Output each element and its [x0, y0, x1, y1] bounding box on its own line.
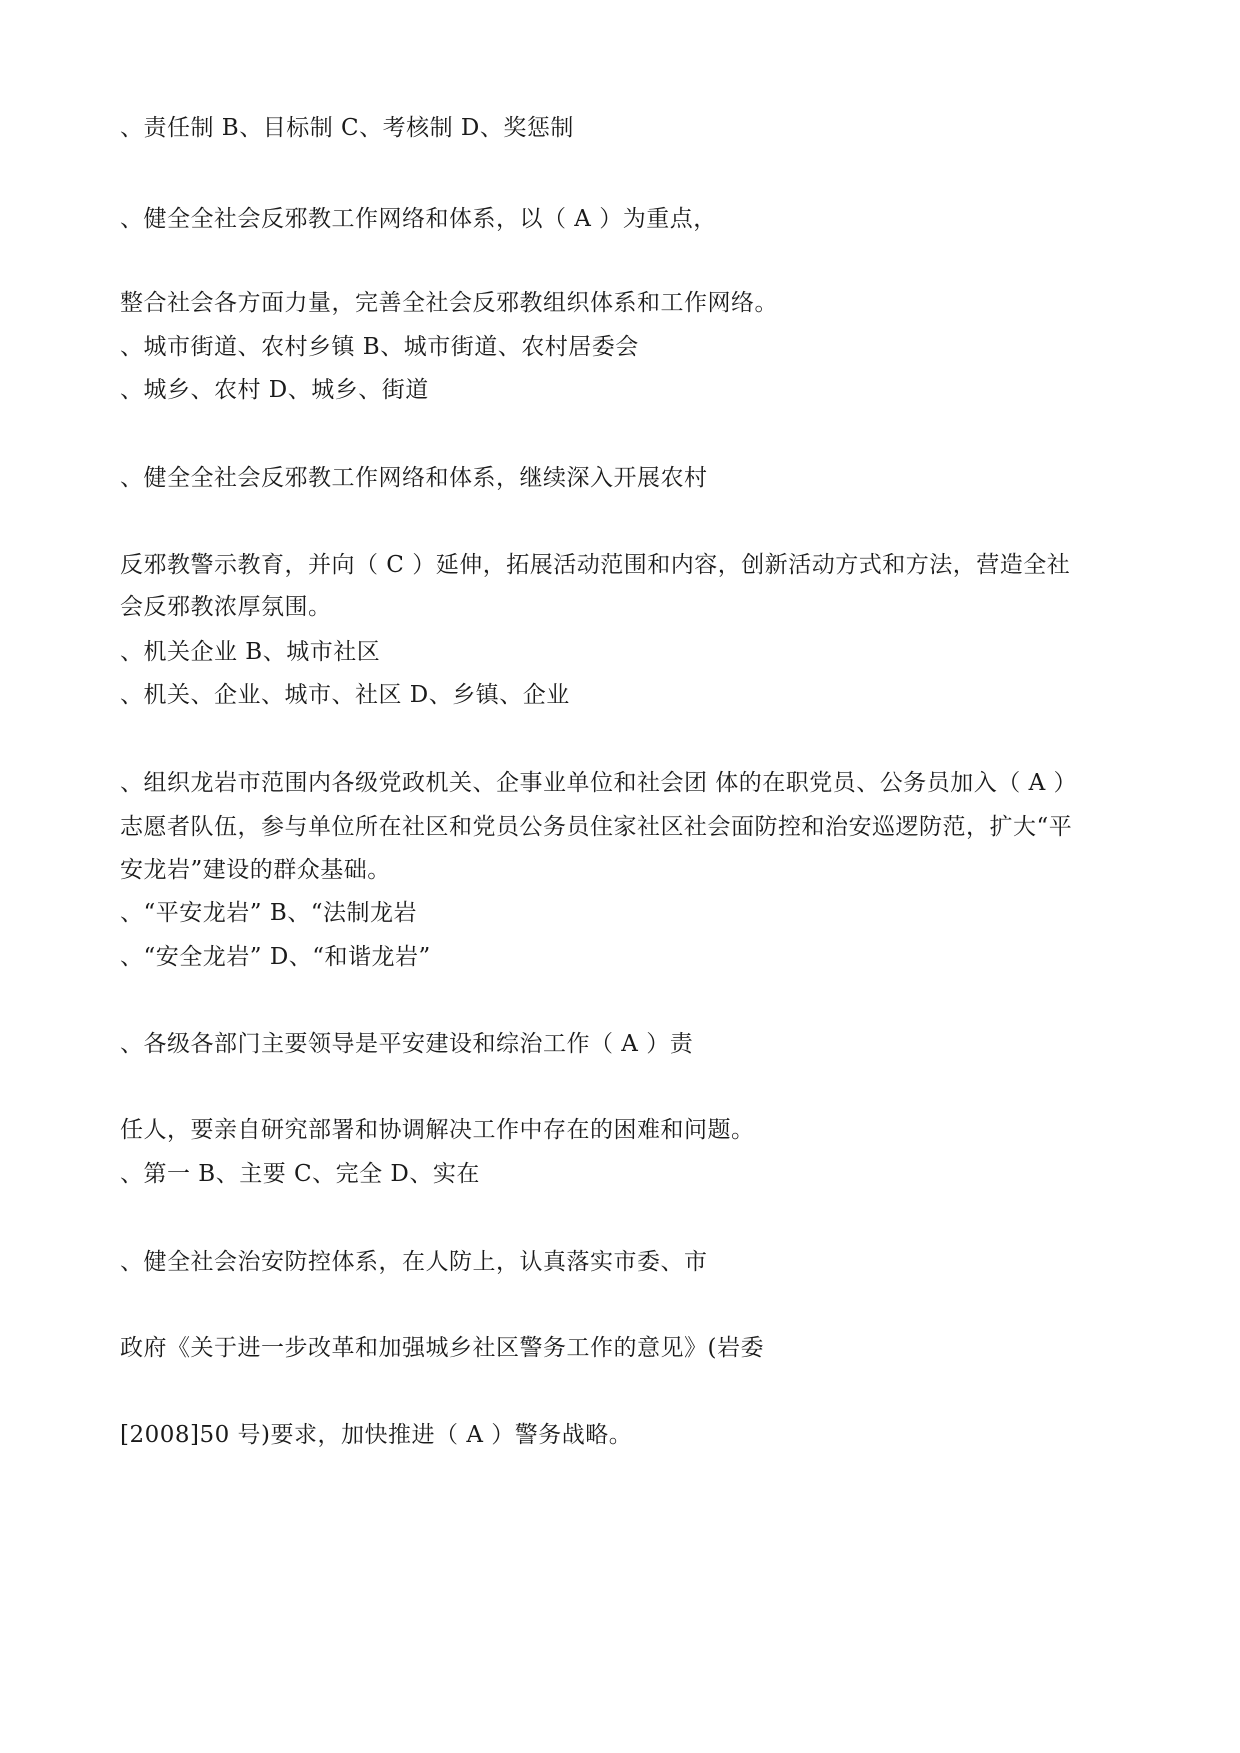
q3-option-line-1: 、机关企业 B、城市社区	[120, 639, 381, 665]
q4-option-line-1: 、“平安龙岩” B、“法制龙岩	[120, 900, 417, 926]
q5-option-line-1: 、第一 B、主要 C、完全 D、实在	[120, 1161, 480, 1187]
q6-stem-line-1: 、健全社会治安防控体系，在人防上，认真落实市委、市	[120, 1249, 708, 1275]
q4-stem-line-1: 、组织龙岩市范围内各级党政机关、企事业单位和社会团 体的在职党员、公务员加入（ A ）	[120, 770, 1078, 796]
q3-stem-line-3: 会反邪教浓厚氛围。	[120, 594, 332, 620]
q4-option-line-2: 、“安全龙岩” D、“和谐龙岩”	[120, 944, 431, 970]
q3-stem-line-2: 反邪教警示教育，并向（ C ）延伸，拓展活动范围和内容，创新活动方式和方法，营造全社	[120, 552, 1071, 578]
q2-stem-line-1: 、健全全社会反邪教工作网络和体系，以（ A ）为重点，	[120, 206, 717, 232]
q3-option-line-2: 、机关、企业、城市、社区 D、乡镇、企业	[120, 682, 570, 708]
q3-stem-line-1: 、健全全社会反邪教工作网络和体系，继续深入开展农村	[120, 465, 708, 491]
q2-option-line-2: 、城乡、农村 D、城乡、街道	[120, 377, 429, 403]
q5-stem-line-1: 、各级各部门主要领导是平安建设和综治工作（ A ）责	[120, 1031, 694, 1057]
q1-options: 、责任制 B、目标制 C、考核制 D、奖惩制	[120, 115, 574, 141]
q6-stem-line-2: 政府《关于进一步改革和加强城乡社区警务工作的意见》(岩委	[120, 1335, 764, 1361]
q4-stem-line-2: 志愿者队伍，参与单位所在社区和党员公务员住家社区社会面防控和治安巡逻防范，扩大“平	[120, 814, 1073, 840]
q4-stem-line-3: 安龙岩”建设的群众基础。	[120, 857, 391, 883]
q2-stem-line-2: 整合社会各方面力量，完善全社会反邪教组织体系和工作网络。	[120, 290, 778, 316]
q6-stem-line-3: [2008]50 号)要求，加快推进（ A ）警务战略。	[120, 1422, 633, 1448]
q5-stem-line-2: 任人，要亲自研究部署和协调解决工作中存在的困难和问题。	[120, 1117, 755, 1143]
q2-option-line-1: 、城市街道、农村乡镇 B、城市街道、农村居委会	[120, 334, 639, 360]
